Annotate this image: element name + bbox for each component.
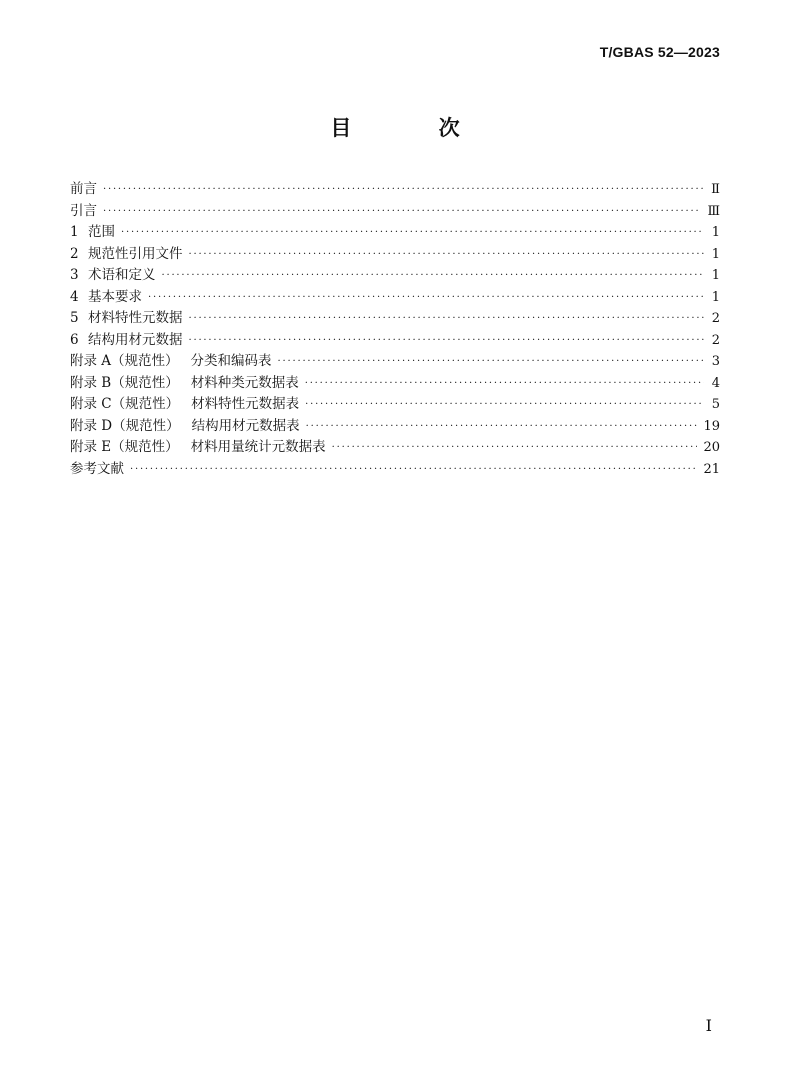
toc-annex-label: 附录 A（规范性） — [70, 353, 179, 369]
toc-entry[interactable] — [70, 265, 720, 287]
toc-entry-page: 5 — [711, 397, 720, 412]
toc-entry[interactable] — [70, 330, 720, 352]
toc-entry[interactable] — [70, 179, 720, 201]
toc-annex-label: 附录 E（规范性） — [70, 439, 179, 455]
toc-entry-number: 4 — [70, 288, 79, 305]
toc-leader-dots — [278, 351, 704, 373]
toc-leader-dots — [189, 244, 705, 266]
toc-entry-number: 2 — [70, 245, 79, 262]
toc-entry-title: 范围 — [88, 224, 115, 240]
toc-entry-title: 规范性引用文件 — [88, 245, 183, 262]
toc-leader-dots — [162, 265, 705, 287]
toc-leader-dots — [121, 222, 704, 244]
toc-entry[interactable] — [70, 416, 720, 438]
toc-entry[interactable] — [70, 373, 720, 395]
toc-entry-title: 结构用材元数据表 — [191, 417, 300, 434]
toc-entry[interactable] — [70, 394, 720, 416]
toc-annex-label: 附录 D（规范性） — [70, 417, 180, 434]
toc-leader-dots — [103, 201, 701, 223]
toc-entry-title: 材料种类元数据表 — [190, 374, 299, 391]
toc-annex-label: 附录 B（规范性） — [70, 374, 179, 391]
toc-entry-title: 基本要求 — [88, 288, 142, 305]
toc-entry-page: 1 — [711, 225, 720, 240]
table-of-contents — [70, 179, 720, 480]
toc-entry-title: 参考文献 — [70, 460, 124, 477]
toc-leader-dots — [332, 437, 698, 459]
page-number: Ⅰ — [705, 1016, 712, 1035]
toc-entry-page: 2 — [711, 311, 720, 326]
toc-entry-title: 术语和定义 — [88, 267, 156, 283]
toc-leader-dots — [103, 179, 704, 201]
toc-leader-dots — [148, 287, 704, 309]
toc-entry-page: 19 — [703, 418, 720, 434]
toc-entry-page: 2 — [711, 332, 720, 348]
toc-entry-page: 20 — [703, 440, 720, 455]
toc-entry[interactable] — [70, 308, 720, 330]
toc-entry-page: Ⅱ — [711, 182, 720, 197]
toc-annex-label: 附录 C（规范性） — [70, 396, 180, 412]
toc-entry-number: 1 — [70, 224, 79, 240]
toc-entry[interactable] — [70, 437, 720, 459]
toc-entry[interactable] — [70, 287, 720, 309]
toc-entry-title: 材料特性元数据表 — [191, 396, 300, 412]
toc-entry-title: 分类和编码表 — [190, 353, 272, 369]
toc-entry-page: 1 — [711, 268, 720, 283]
toc-leader-dots — [189, 308, 705, 330]
toc-entry[interactable] — [70, 459, 720, 481]
toc-entry-number: 6 — [70, 331, 79, 348]
document-code: T/GBAS 52—2023 — [599, 44, 720, 60]
toc-entry[interactable] — [70, 201, 720, 223]
toc-leader-dots — [305, 373, 704, 395]
toc-entry-page: Ⅲ — [707, 203, 720, 219]
toc-entry[interactable] — [70, 351, 720, 373]
toc-entry-number: 5 — [70, 310, 79, 326]
toc-entry-title: 材料用量统计元数据表 — [190, 439, 326, 455]
toc-entry[interactable] — [70, 222, 720, 244]
toc-entry[interactable] — [70, 244, 720, 266]
toc-entry-page: 1 — [711, 246, 720, 262]
toc-leader-dots — [305, 394, 704, 416]
toc-leader-dots — [306, 416, 698, 438]
page-title: 目 次 — [330, 115, 500, 140]
toc-entry-page: 3 — [711, 354, 720, 369]
toc-entry-page: 4 — [711, 375, 720, 391]
toc-entry-title: 前言 — [70, 181, 97, 197]
toc-leader-dots — [130, 459, 697, 481]
toc-entry-title: 引言 — [70, 202, 97, 219]
toc-entry-page: 21 — [703, 461, 720, 477]
toc-leader-dots — [189, 330, 705, 352]
toc-entry-number: 3 — [70, 267, 79, 283]
toc-entry-page: 1 — [711, 289, 720, 305]
toc-entry-title: 结构用材元数据 — [88, 331, 183, 348]
toc-entry-title: 材料特性元数据 — [88, 310, 183, 326]
